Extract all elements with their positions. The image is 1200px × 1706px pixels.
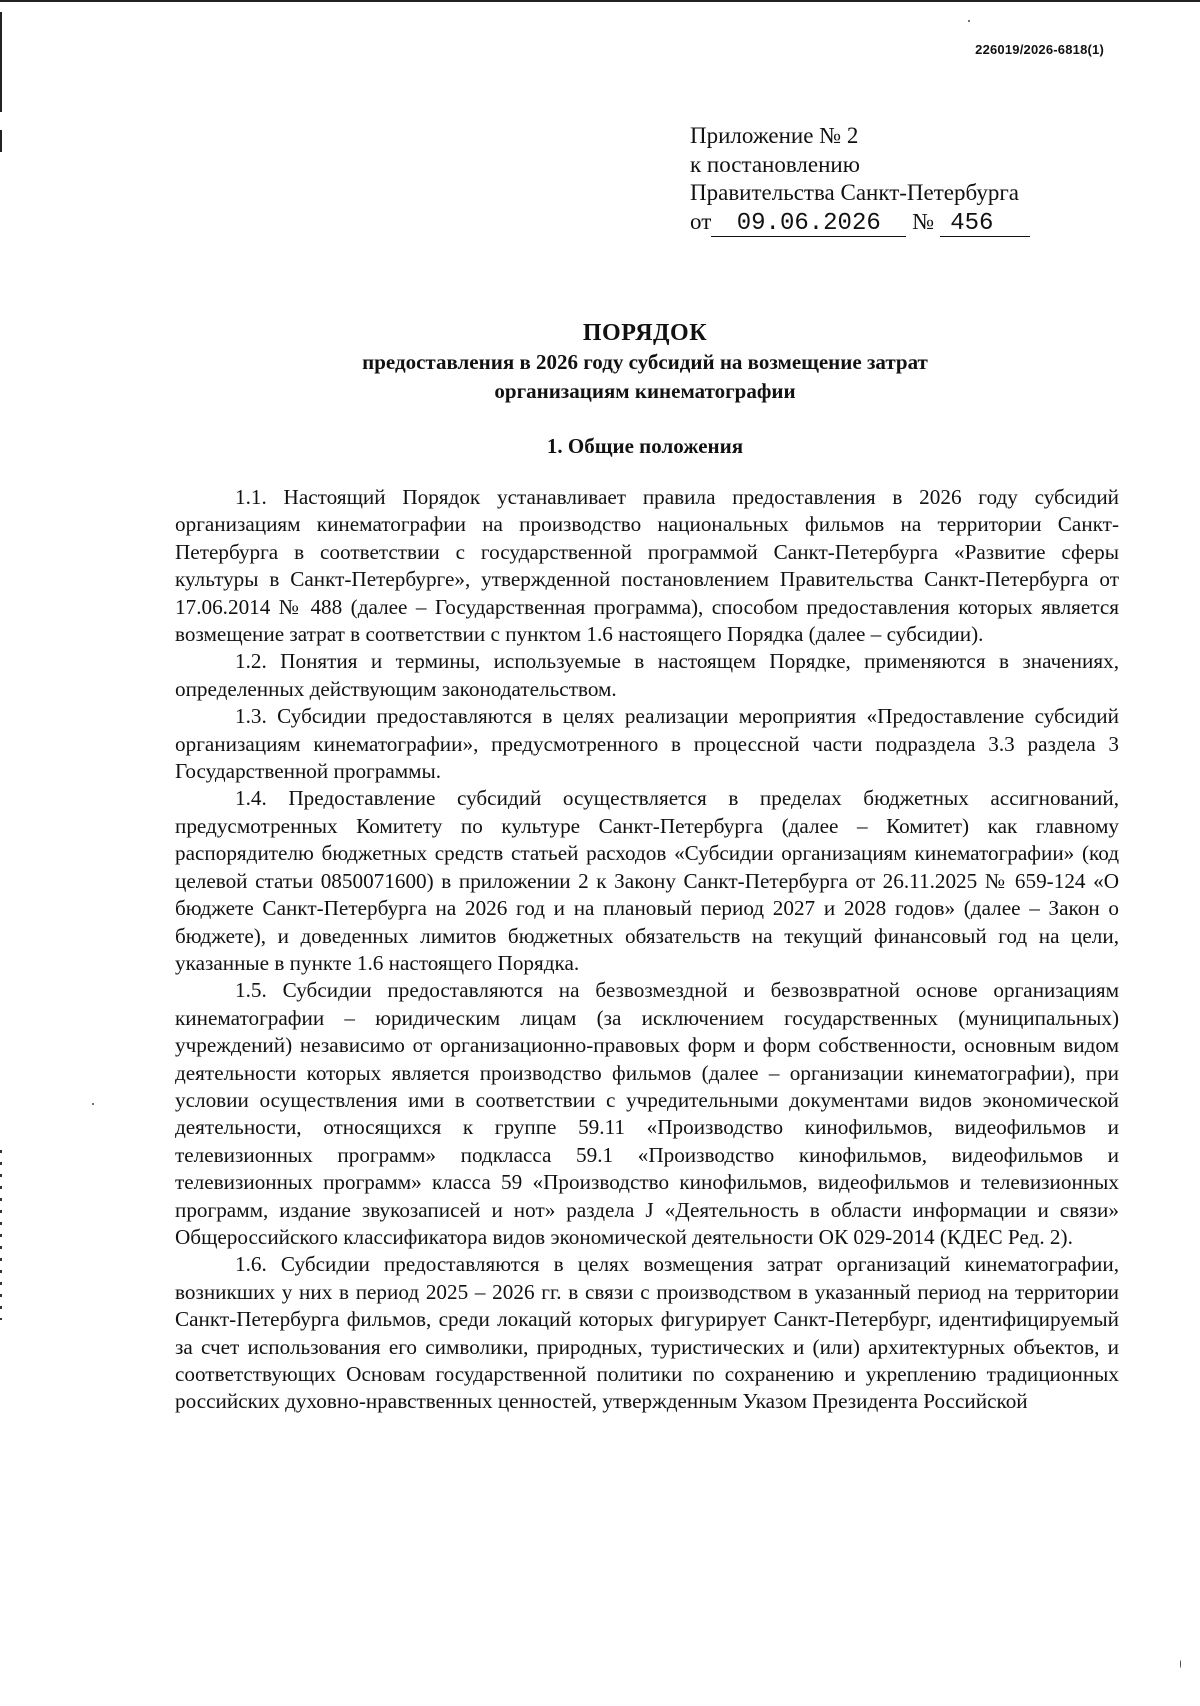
paragraph-1-5: 1.5. Субсидии предоставляются на безвозмездной и безвозвратной основе организациям кинематографии – юридическим лицам (за исключением государственных (муниципальных) учреждений) независимо от организационно-правовых форм и форм собственности, основным видом деятельности которых является производство фильмов (далее – организации кинематографии), при условии осуществления ими в соответствии с учредительными документами видов экономической деятельности, относящихся к группе 59.11 «Производство кинофильмов, видеофильмов и телевизионных программ» подкласса 59.1 «Производство кинофильмов, видеофильмов и телевизионных программ» класса 59 «Производство кинофильмов, видеофильмов и телевизионных программ, издание звукозаписей и нот» раздела J «Деятельность в области информации и связи» Общероссийского классификатора видов экономической деятельности ОК 029-2014 (КДЕС Ред. 2). [175, 978, 1119, 1249]
scan-left-mark [0, 130, 2, 152]
scan-speck [1180, 1660, 1181, 1668]
scan-speck [92, 1103, 94, 1105]
scan-speck [968, 20, 970, 22]
paragraph-1-2: 1.2. Понятия и термины, используемые в настоящем Порядке, применяются в значениях, определенных действующим законодательством. [175, 649, 1119, 701]
number-field: 456 [940, 212, 1030, 237]
document-title [170, 318, 1120, 406]
paragraph-1-1: 1.1. Настоящий Порядок устанавливает правила предоставления в 2026 году субсидий организациям кинематографии на производство национальных фильмов на территории Санкт-Петербурга в соответствии с государственной программой Санкт-Петербурга «Развитие сферы культуры в Санкт-Петербурге», утвержденной постановлением Правительства Санкт-Петербурга от 17.06.2014 № 488 (далее – Государственная программа), способом предоставления которых является возмещение затрат в соответствии с пунктом 1.6 настоящего Порядка (далее – субсидии). [175, 485, 1119, 647]
scan-top-border [0, 0, 1200, 2]
date-field: 09.06.2026 [711, 212, 906, 237]
scan-left-mark [0, 12, 2, 112]
appendix-line: к постановлению [690, 151, 860, 177]
appendix-date-row [690, 208, 1030, 237]
number-prefix: № [912, 208, 935, 234]
document-body [175, 484, 1119, 1416]
title-subtitle: организациям кинематографии [494, 379, 796, 403]
title-subtitle: предоставления в 2026 году субсидий на возмещение затрат [362, 350, 928, 374]
date-prefix: от [690, 208, 712, 234]
paragraph-1-3: 1.3. Субсидии предоставляются в целях реализации мероприятия «Предоставление субсидий организациям кинематографии», предусмотренного в процессной части подраздела 3.3 раздела 3 Государственной программы. [175, 704, 1119, 784]
appendix-line: Приложение № 2 [690, 123, 859, 148]
appendix-line: Правительства Санкт-Петербурга [690, 180, 1019, 205]
document-id-stamp: 226019/2026-6818(1) [975, 42, 1104, 57]
section-heading: 1. Общие положения [546, 434, 744, 458]
paragraph-1-4: 1.4. Предоставление субсидий осуществляется в пределах бюджетных ассигнований, предусмотренных Комитету по культуре Санкт-Петербурга (далее – Комитет) как главному распорядителю бюджетных средств статьей расходов «Субсидии организациям кинематографии» (код целевой статьи 0850071600) в приложении 2 к Закону Санкт-Петербурга от 26.11.2025 № 659-124 «О бюджете Санкт-Петербурга на 2026 год и на плановый период 2027 и 2028 годов» (далее – Закон о бюджете), и доведенных лимитов бюджетных обязательств на текущий финансовый год на цели, указанные в пункте 1.6 настоящего Порядка. [175, 786, 1119, 975]
appendix-block [690, 122, 1030, 237]
scan-left-ticks [0, 1150, 2, 1320]
title-main: ПОРЯДОК [582, 320, 708, 346]
paragraph-1-6: 1.6. Субсидии предоставляются в целях возмещения затрат организаций кинематографии, возникших у них в период 2025 – 2026 гг. в связи с производством в указанный период на территории Санкт-Петербурга фильмов, среди локаций которых фигурирует Санкт-Петербург, идентифицируемый за счет использования его символики, природных, туристических и (или) архитектурных объектов, и соответствующих Основам государственной политики по сохранению и укреплению традиционных российских духовно-нравственных ценностей, утвержденным Указом Президента Российской [175, 1252, 1119, 1414]
